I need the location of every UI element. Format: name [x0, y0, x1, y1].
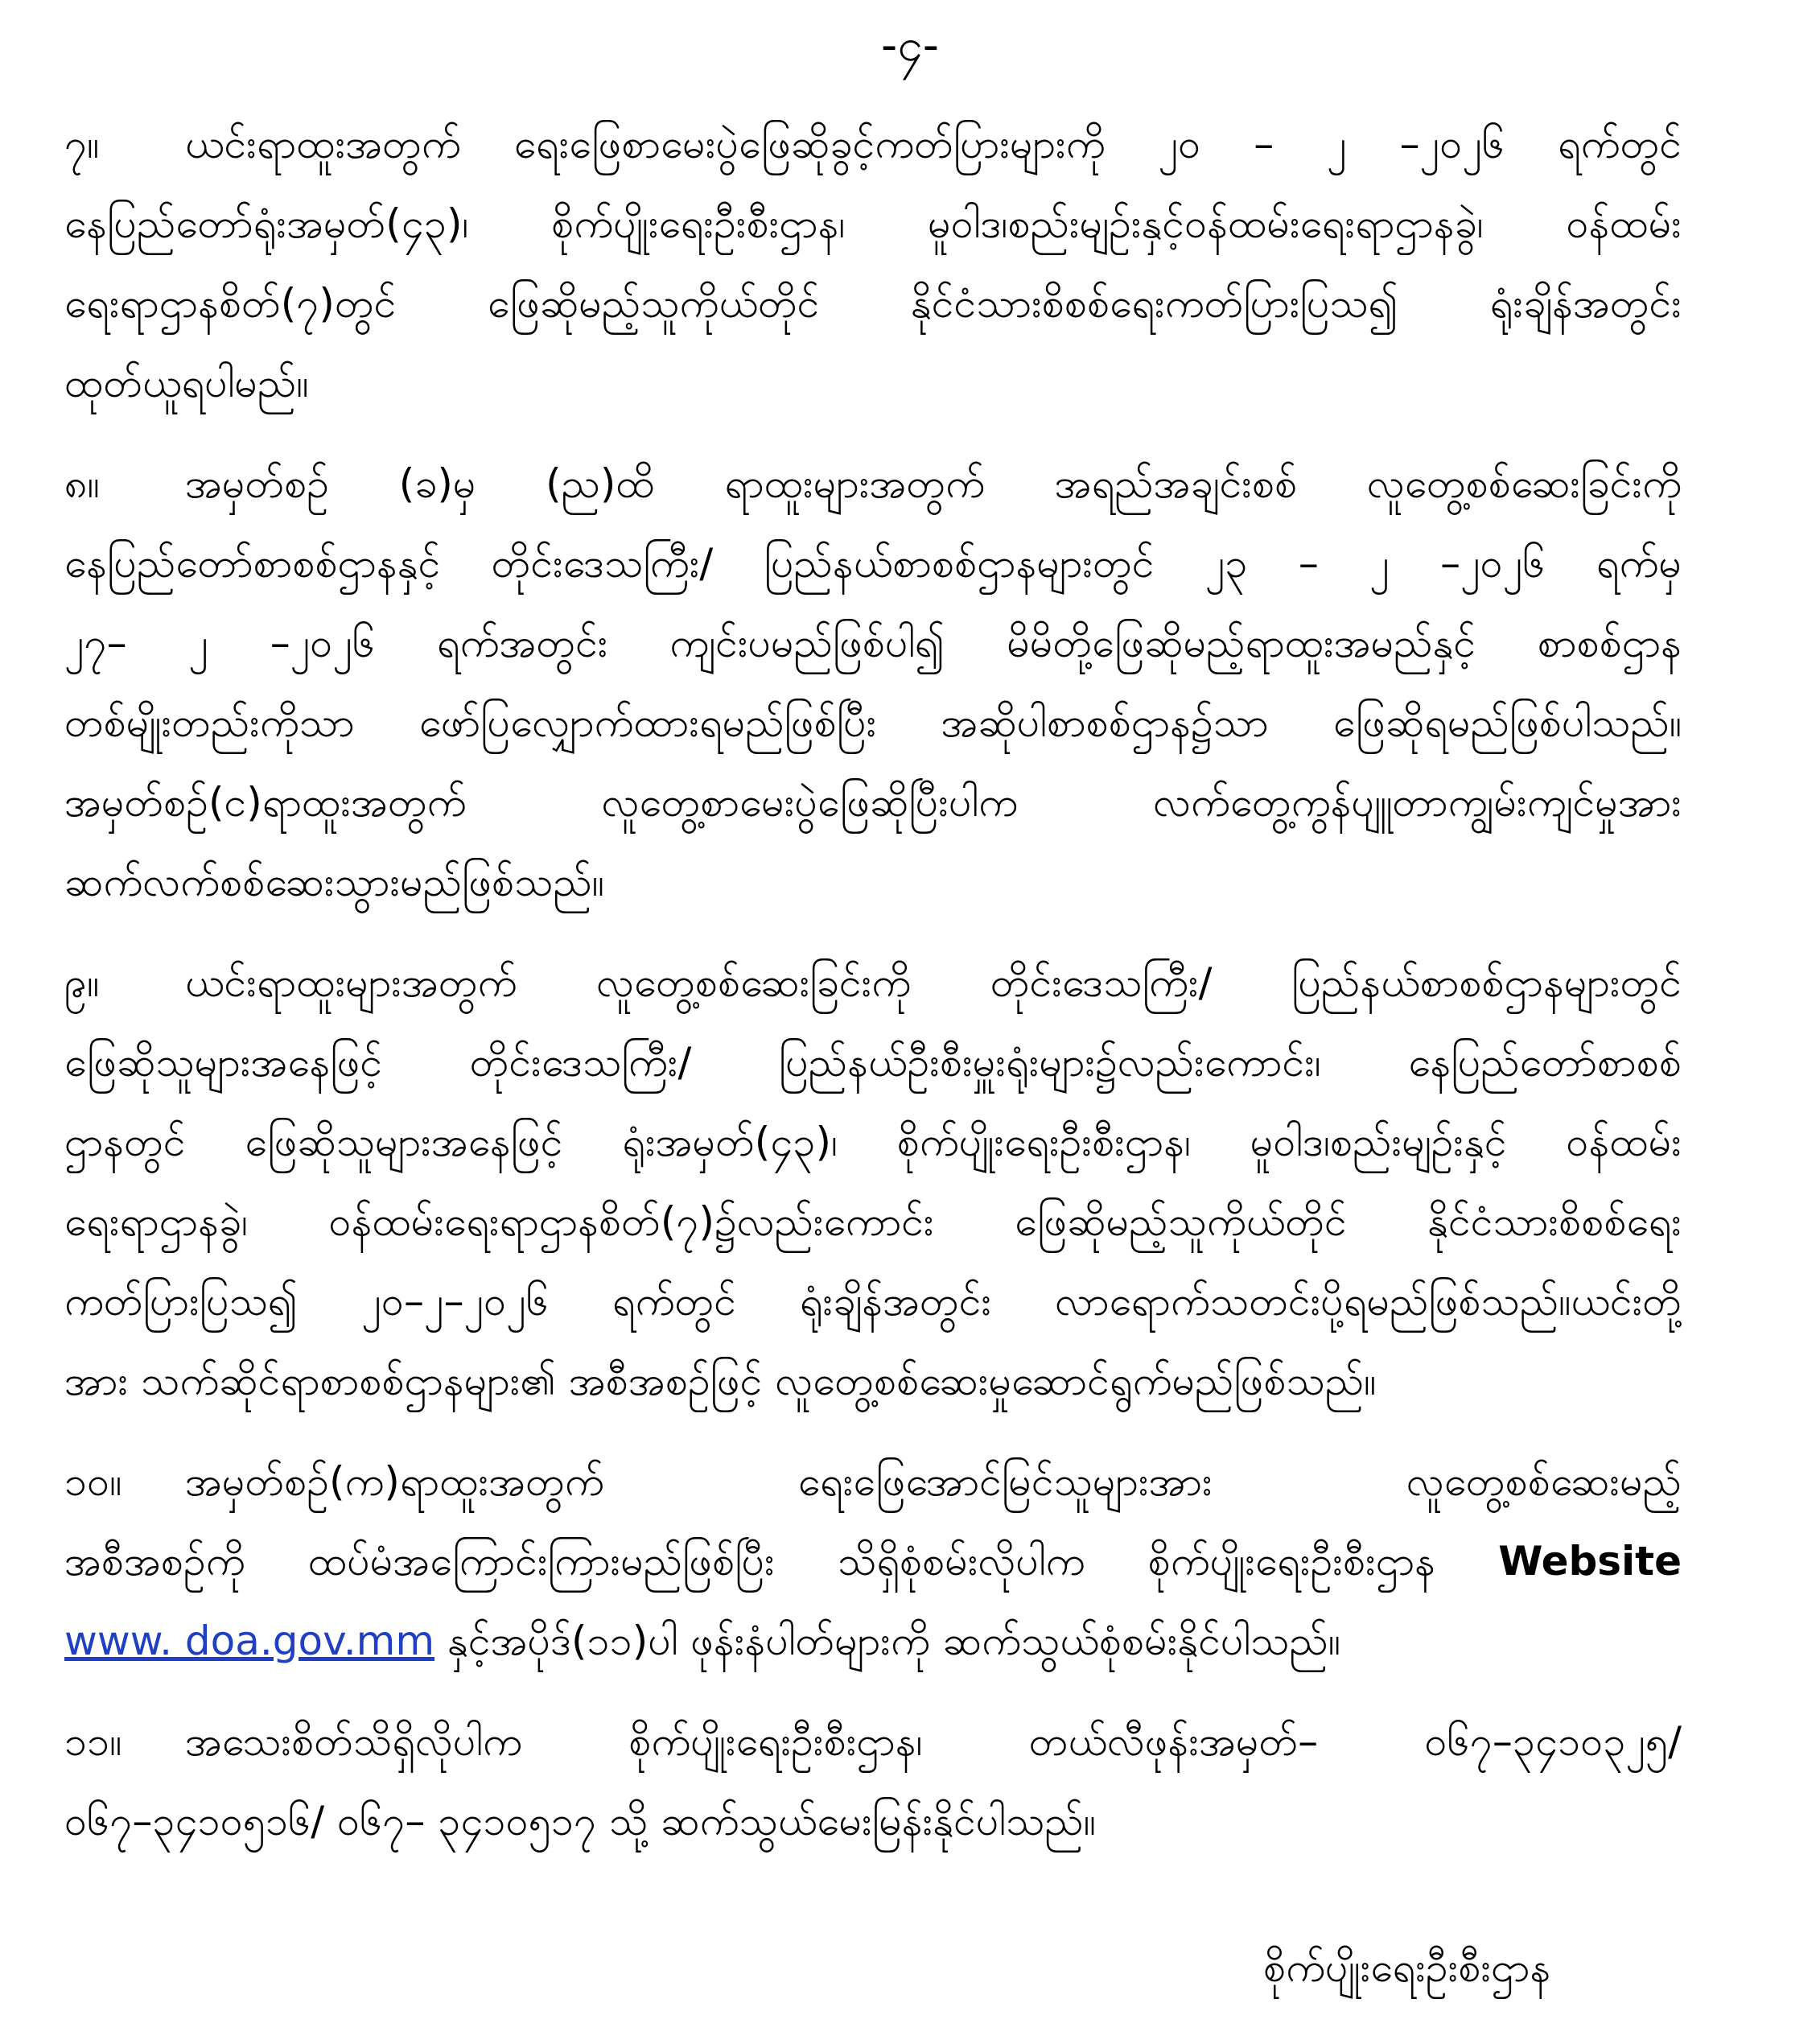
signature-department: စိုက်ပျိုးရေးဦးစီးဌာန [1263, 1944, 1551, 1991]
paragraph-line: ကတ်ပြားပြသ၍ ၂၀–၂–၂၀၂၆ ရက်တွင် ရုံးချိန်အတွင်း လာရောက်သတင်းပို့ရမည်ဖြစ်သည်။ယင်းတို့ [64, 1278, 1682, 1325]
website-link[interactable]: www. doa.gov.mm [64, 1618, 435, 1664]
paragraph-line: ဆက်လက်စစ်ဆေးသွားမည်ဖြစ်သည်။ [64, 859, 604, 905]
paragraph-line: အမှတ်စဉ်(က)ရာထူးအတွက် ရေးဖြေအောင်မြင်သူများအား လူတွေ့စစ်ဆေးမည့် [185, 1458, 1682, 1505]
paragraph-number: ၈။ [64, 460, 100, 507]
paragraph-line: ဌာနတွင် ဖြေဆိုသူများအနေဖြင့် ရုံးအမှတ်(၄၃)၊ စိုက်ပျိုးရေးဦးစီးဌာန၊ မူဝါဒ၊စည်းမျဉ်းနှင့် ဝန်ထမ်း [64, 1119, 1682, 1165]
website-label: Website [1498, 1538, 1682, 1585]
paragraph-line: အသေးစိတ်သိရှိလိုပါက စိုက်ပျိုးရေးဦးစီးဌာန၊ တယ်လီဖုန်းအမှတ်– ၀၆၇–၃၄၁၀၃၂၅/ [185, 1718, 1682, 1765]
page-number: -၄- [881, 19, 939, 72]
paragraph-line: နေပြည်တော်စာစစ်ဌာနနှင့် တိုင်းဒေသကြီး/ ပြည်နယ်စာစစ်ဌာနများတွင် ၂၃ – ၂ –၂၀၂၆ ရက်မှ [64, 540, 1682, 587]
paragraph-10 [64, 1442, 1682, 1681]
paragraph-line: နှင့်အပိုဒ်(၁၁)ပါ ဖုန်းနံပါတ်များကို ဆက်သွယ်စုံစမ်းနိုင်ပါသည်။ [447, 1618, 1340, 1664]
paragraph-number: ၁၀။ [64, 1458, 122, 1505]
paragraph-line: နေပြည်တော်ရုံးအမှတ်(၄၃)၊ စိုက်ပျိုးရေးဦးစီးဌာန၊ မူဝါဒ၊စည်းမျဉ်းနှင့်ဝန်ထမ်းရေးရာဌာနခွဲ၊ ဝန်ထမ်း [64, 200, 1682, 247]
paragraph-line: ရေးရာဌာနစိတ်(၇)တွင် ဖြေဆိုမည့်သူကိုယ်တိုင် နိုင်ငံသားစိစစ်ရေးကတ်ပြားပြသ၍ ရုံးချိန်အတွင်း [64, 280, 1682, 327]
paragraph-line: အစီအစဉ်ကို ထပ်မံအကြောင်းကြားမည်ဖြစ်ပြီး သိရှိစုံစမ်းလိုပါက စိုက်ပျိုးရေးဦးစီးဌာန [64, 1538, 1436, 1585]
paragraph-11 [64, 1702, 1682, 1861]
paragraph-line: ထုတ်ယူရပါမည်။ [64, 360, 309, 406]
paragraph-line: တစ်မျိုးတည်းကိုသာ ဖော်ပြလျှောက်ထားရမည်ဖြစ်ပြီး အဆိုပါစာစစ်ဌာန၌သာ ဖြေဆိုရမည်ဖြစ်ပါသည်။ [64, 699, 1682, 746]
paragraph-line: ယင်းရာထူးများအတွက် လူတွေ့စစ်ဆေးခြင်းကို တိုင်းဒေသကြီး/ ပြည်နယ်စာစစ်ဌာနများတွင် [185, 959, 1682, 1006]
paragraph-line: ၂၇– ၂ –၂၀၂၆ ရက်အတွင်း ကျင်းပမည်ဖြစ်ပါ၍ မိမိတို့ဖြေဆိုမည့်ရာထူးအမည်နှင့် စာစစ်ဌာန [64, 620, 1682, 666]
paragraph-7 [64, 105, 1682, 423]
paragraph-line: အမှတ်စဉ်(င)ရာထူးအတွက် လူတွေ့စာမေးပွဲဖြေဆိုပြီးပါက လက်တွေ့ကွန်ပျူတာကျွမ်းကျင်မှုအား [64, 779, 1682, 826]
paragraph-line: အမှတ်စဉ် (ခ)မှ (ည)ထိ ရာထူးများအတွက် အရည်အချင်းစစ် လူတွေ့စစ်ဆေးခြင်းကို [185, 460, 1682, 507]
paragraph-9 [64, 943, 1682, 1421]
paragraph-line: ရေးရာဌာနခွဲ၊ ဝန်ထမ်းရေးရာဌာနစိတ်(၇)၌လည်းကောင်း ဖြေဆိုမည့်သူကိုယ်တိုင် နိုင်ငံသားစိစစ်ရေး [64, 1198, 1682, 1245]
paragraph-line: အား သက်ဆိုင်ရာစာစစ်ဌာနများ၏ အစီအစဉ်ဖြင့် လူတွေ့စစ်ဆေးမှုဆောင်ရွက်မည်ဖြစ်သည်။ [64, 1358, 1377, 1404]
paragraph-line: ယင်းရာထူးအတွက် ရေးဖြေစာမေးပွဲဖြေဆိုခွင့်ကတ်ပြားများကို ၂၀ – ၂ –၂၀၂၆ ရက်တွင် [185, 121, 1682, 167]
paragraph-line: ၀၆၇–၃၄၁၀၅၁၆/ ၀၆၇– ၃၄၁၀၅၁၇ သို့ ဆက်သွယ်မေးမြန်းနိုင်ပါသည်။ [64, 1798, 1096, 1844]
paragraph-number: ၉။ [64, 959, 100, 1006]
paragraph-8 [64, 444, 1682, 922]
paragraph-line: ဖြေဆိုသူများအနေဖြင့် တိုင်းဒေသကြီး/ ပြည်နယ်ဦးစီးမှူးရုံးများ၌လည်းကောင်း၊ နေပြည်တော်စာစစ် [64, 1039, 1682, 1086]
paragraph-number: ၁၁။ [64, 1718, 122, 1765]
document-body [64, 105, 1682, 1882]
paragraph-number: ၇။ [64, 121, 100, 167]
